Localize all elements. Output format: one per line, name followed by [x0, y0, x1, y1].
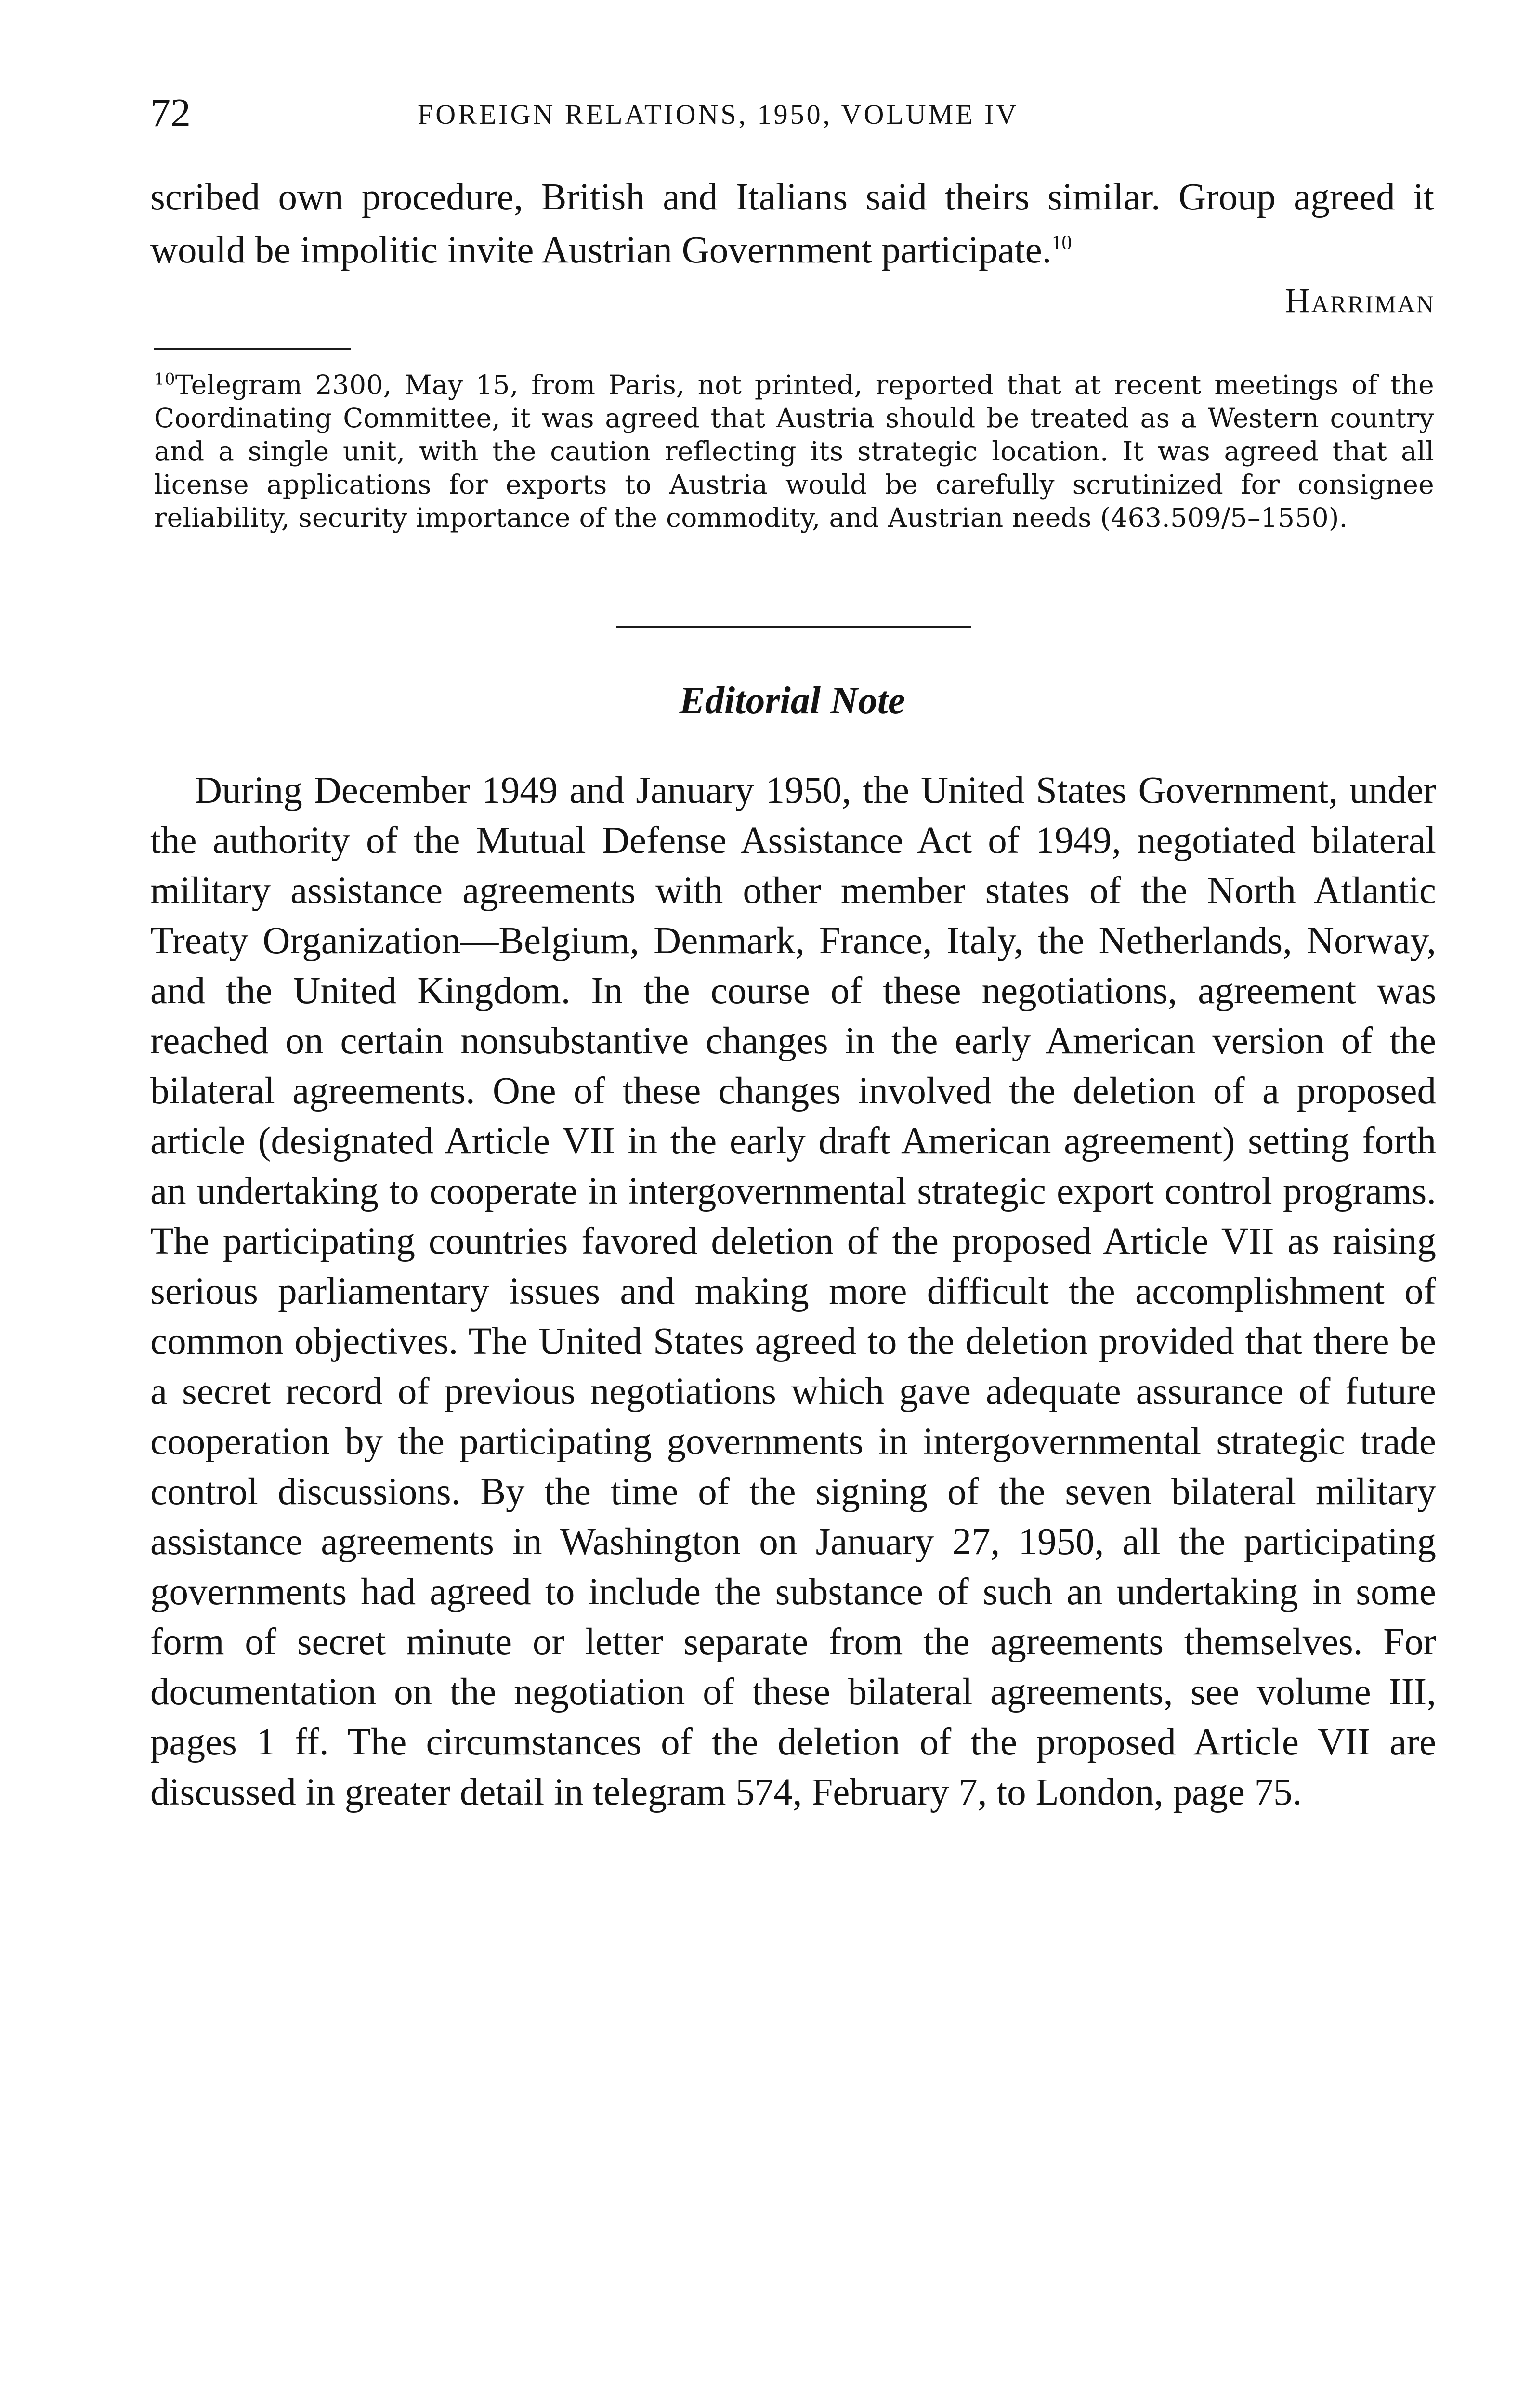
running-head: FOREIGN RELATIONS, 1950, VOLUME IV: [418, 99, 1019, 130]
signature: Harriman: [1284, 281, 1435, 320]
footnote-reference[interactable]: 10: [1051, 232, 1072, 254]
footnote-text: Telegram 2300, May 15, from Paris, not printed, reported that at recent meetings of the Coordinating Committee, it was agreed that Austria should be treated as a Western country and a single unit, with the caution reflecting its strategic location. It was agreed that all license applications for exports to Austria would be carefully scrutinized for consignee reliability, security importance of the commodity, and Austrian needs (463.509/5–1550).: [154, 369, 1434, 533]
continued-paragraph: [150, 171, 1434, 277]
continued-text: scribed own procedure, British and Italians said theirs similar. Group agreed it would be impolitic invite Austrian Government participate.: [150, 176, 1434, 271]
page-header: [150, 92, 1431, 135]
footnote-marker: 10: [154, 369, 175, 389]
section-divider: [616, 626, 971, 628]
footnote-divider: [154, 348, 351, 350]
footnote: [154, 368, 1434, 535]
page-number: 72: [150, 91, 191, 135]
section-title: Editorial Note: [679, 680, 905, 722]
editorial-note-body: During December 1949 and January 1950, the United States Government, under the authority of the Mutual Defense Assistance Act of 1949, negotiated bilateral military assistance agreements with other member states of the North Atlantic Treaty Organization—Belgium, Denmark, France, Italy, the Netherlands, Norway, and the United Kingdom. In the course of these negotiations, agreement was reached on certain nonsubstantive changes in the early American version of the bilateral agreements. One of these changes involved the deletion of a proposed article (designated Article VII in the early draft American agreement) setting forth an undertaking to cooperate in intergovernmental strategic export control programs. The participating countries favored deletion of the proposed Article VII as raising serious parliamentary issues and making more difficult the accomplishment of common objectives. The United States agreed to the deletion provided that there be a secret record of previous negotiations which gave adequate assurance of future cooperation by the participating governments in intergovernmental strategic trade control discussions. By the time of the signing of the seven bilateral military assistance agreements in Washington on January 27, 1950, all the participating governments had agreed to include the substance of such an undertaking in some form of secret minute or letter separate from the agreements themselves. For documentation on the negotiation of these bilateral agreements, see volume III, pages 1 ff. The circumstances of the deletion of the proposed Article VII are discussed in greater detail in telegram 574, February 7, to London, page 75.: [150, 770, 1436, 1813]
